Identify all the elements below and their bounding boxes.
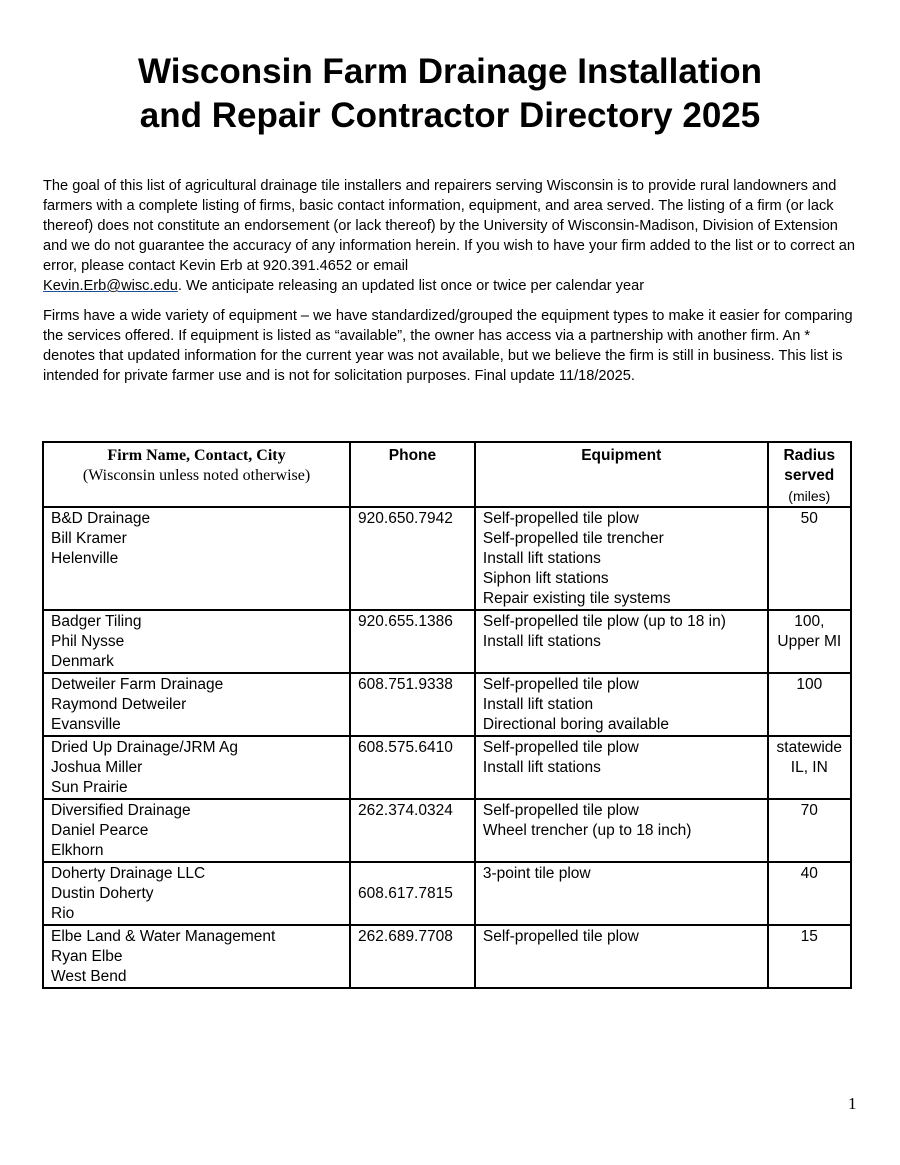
header-phone [350,442,475,507]
phone-number: 920.655.1386 [358,613,453,630]
firm-cell [43,925,350,988]
radius-cell [768,736,851,799]
phone-number: 608.617.7815 [358,885,453,902]
contact-name: Raymond Detweiler [51,696,187,713]
firm-cell [43,736,350,799]
firm-name: Dried Up Drainage/JRM Ag [51,739,238,756]
phone-cell [350,736,475,799]
equipment-item: Siphon lift stations [482,570,609,587]
contact-name: Ryan Elbe [51,948,123,965]
contact-email-link[interactable]: Kevin.Erb@wisc.edu [43,278,178,294]
header-firm [43,442,350,507]
phone-cell [350,862,475,925]
phone-cell [350,799,475,862]
equipment-item: Self-propelled tile plow [482,510,639,527]
firm-cell [43,610,350,673]
equipment-item: Install lift stations [482,633,601,650]
phone-number: 262.689.7708 [358,928,453,945]
city-name: Sun Prairie [51,779,128,796]
city-name: West Bend [51,968,127,985]
city-name: Elkhorn [51,842,104,859]
firm-cell [43,507,350,610]
equipment-item: Self-propelled tile plow [482,676,639,693]
equipment-item: Self-propelled tile plow (up to 18 in) [482,613,726,630]
city-name: Evansville [51,716,121,733]
equipment-item: Wheel trencher (up to 18 inch) [482,822,692,839]
radius-cell [768,673,851,736]
radius-value: Upper MI [777,633,842,650]
contact-name: Daniel Pearce [51,822,149,839]
page-title [0,50,900,138]
header-radius-units: (miles) [788,488,831,504]
equipment-item: Install lift stations [482,550,601,567]
radius-value: statewide [776,739,843,756]
equipment-cell [475,507,768,610]
phone-number: 608.751.9338 [358,676,453,693]
firm-name: B&D Drainage [51,510,151,527]
radius-cell [768,925,851,988]
page-number: 1 [848,1094,857,1113]
table-row [43,610,851,673]
contractor-table [42,441,852,989]
contact-name: Bill Kramer [51,530,127,547]
intro-paragraph [43,176,863,296]
equipment-cell [475,736,768,799]
equipment-cell [475,610,768,673]
phone-cell [350,673,475,736]
equipment-item: 3-point tile plow [482,865,591,882]
equipment-cell [475,673,768,736]
header-radius [768,442,851,507]
header-phone-label: Phone [388,447,437,464]
equipment-item: Repair existing tile systems [482,590,671,607]
city-name: Rio [51,905,75,922]
radius-cell [768,610,851,673]
phone-number: 608.575.6410 [358,739,453,756]
firm-name: Diversified Drainage [51,802,191,819]
firm-cell [43,799,350,862]
contact-name: Phil Nysse [51,633,125,650]
city-name: Denmark [51,653,114,670]
radius-value: 50 [800,510,818,527]
phone-number: 262.374.0324 [358,802,453,819]
phone-cell [350,610,475,673]
phone-number: 920.650.7942 [358,510,453,527]
firm-cell [43,862,350,925]
table-header-row [43,442,851,507]
radius-value: 100, [794,613,825,630]
equipment-cell [475,862,768,925]
phone-cell [350,925,475,988]
table-row [43,862,851,925]
title-line-2: and Repair Contractor Directory 2025 [139,96,761,135]
contact-name: Joshua Miller [51,759,143,776]
radius-cell [768,862,851,925]
contact-name: Dustin Doherty [51,885,154,902]
equipment-item: Install lift station [482,696,594,713]
firm-cell [43,673,350,736]
radius-value: 100 [796,676,823,693]
table-row [43,799,851,862]
radius-cell [768,507,851,610]
header-radius-label: Radius served [783,447,836,484]
firm-name: Detweiler Farm Drainage [51,676,224,693]
header-firm-label: Firm Name, Contact, City [107,447,286,464]
phone-spacer [358,864,467,884]
radius-value: 40 [800,865,818,882]
table-body [43,507,851,988]
table-row [43,925,851,988]
firm-name: Elbe Land & Water Management [51,928,276,945]
equipment-cell [475,799,768,862]
radius-value: 15 [800,928,818,945]
table-row [43,736,851,799]
radius-cell [768,799,851,862]
phone-cell [350,507,475,610]
equipment-item: Self-propelled tile trencher [482,530,664,547]
intro-text-end: . We anticipate releasing an updated list once or twice per calendar year [177,278,645,294]
equipment-item: Directional boring available [482,716,669,733]
city-name: Helenville [51,550,119,567]
equipment-cell [475,925,768,988]
radius-value: IL, IN [790,759,828,776]
table-row [43,673,851,736]
header-equipment-label: Equipment [581,447,662,464]
equipment-item: Self-propelled tile plow [482,739,639,756]
intro-text: The goal of this list of agricultural drainage tile installers and repairers serving Wisconsin is to provide rural landowners and farmers with a complete listing of firms, basic contact information, equipment, and area served. The listing of a firm (or lack thereof) does not constitute an endorsement (or lack thereof) by the University of Wisconsin-Madison, Division of Extension and we do not guarantee the accuracy of any information herein. If you wish to have your firm added to the list or to correct an error, please contact Kevin Erb at 920.391.4652 or email [43,178,856,274]
radius-value: 70 [800,802,818,819]
equipment-item: Self-propelled tile plow [482,802,639,819]
firm-name: Badger Tiling [51,613,142,630]
title-line-1: Wisconsin Farm Drainage Installation [138,52,762,91]
firm-name: Doherty Drainage LLC [51,865,206,882]
table-row [43,507,851,610]
equipment-item: Self-propelled tile plow [482,928,639,945]
equipment-item: Install lift stations [482,759,601,776]
header-firm-note: (Wisconsin unless noted otherwise) [82,467,311,484]
header-equipment [475,442,768,507]
equipment-paragraph: Firms have a wide variety of equipment – we have standardized/grouped the equipment types to make it easier for comparing the services offered. If equipment is listed as “available”, the owner has access via a partnership with another firm. An * denotes that updated information for the current year was not available, but we believe the firm is still in business. This list is intended for private farmer use and is not for solicitation purposes. Final update 11/18/2025. [43,308,853,384]
